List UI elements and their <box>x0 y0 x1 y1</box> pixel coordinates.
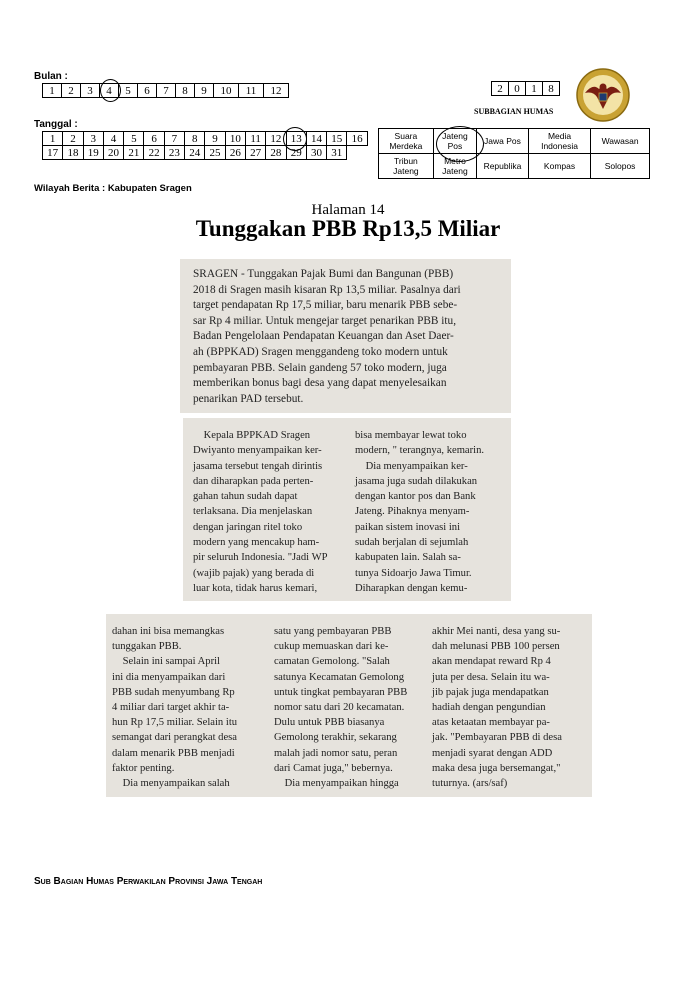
bottom-column-3 <box>432 624 588 791</box>
text-line: hun Rp 17,5 miliar. Selain itu <box>112 717 238 729</box>
media-cell-selected: Jateng Pos <box>433 129 476 154</box>
text-line: hadiah dengan pengundian <box>432 702 546 714</box>
text-line: ini dia menyampaikan dari <box>112 671 226 683</box>
text-line: modern, " terangnya, kemarin. <box>355 445 485 457</box>
media-cell: Solopos <box>591 154 650 179</box>
grid-cell: 14 <box>306 132 326 146</box>
text-line: dan diharapkan pada perten- <box>193 475 314 487</box>
text-line: maka desa juga bersemangat," <box>432 762 561 774</box>
grid-cell: 24 <box>185 146 205 160</box>
page-number: Halaman 14 <box>311 202 385 218</box>
text-line: dahan ini bisa memangkas <box>112 626 225 637</box>
text-line: camatan Gemolong. "Salah <box>274 656 390 668</box>
grid-cell: 0 <box>509 82 526 96</box>
text-line: jak. "Pembayaran PBB di desa <box>432 732 562 744</box>
text-line: tuturnya. (ars/saf) <box>432 778 508 790</box>
text-line: dah melunasi PBB 100 persen <box>432 641 560 653</box>
text-line: Dulu untuk PBB biasanya <box>274 717 385 729</box>
middle-column-1 <box>193 428 348 596</box>
media-cell: Republika <box>477 154 529 179</box>
media-cell: Tribun Jateng <box>379 154 434 179</box>
text-line: faktor penting. <box>112 762 175 774</box>
text-line: tunggakan PBB. <box>112 641 182 653</box>
grid-cell: 19 <box>83 146 103 160</box>
text-line: gahan tahun sudah dapat <box>193 491 298 503</box>
grid-cell: 11 <box>239 84 264 98</box>
bottom-column-1 <box>112 624 266 791</box>
grid-cell: 17 <box>43 146 63 160</box>
text-line: modern yang mencakup ham- <box>193 537 320 549</box>
grid-cell: 6 <box>144 132 164 146</box>
bottom-column-2 <box>274 624 424 791</box>
footer-office: Sub Bagian Humas Perwakilan Provinsi Jawa Tengah <box>34 876 263 887</box>
grid-cell: 25 <box>205 146 225 160</box>
grid-cell: 12 <box>264 84 289 98</box>
clipping-bottom <box>106 614 592 797</box>
tanggal-label: Tanggal : <box>34 119 78 130</box>
grid-cell: 9 <box>205 132 225 146</box>
grid-cell: 2 <box>63 132 83 146</box>
text-line: akan mendapat reward Rp 4 <box>432 656 551 668</box>
grid-cell: 30 <box>306 146 326 160</box>
grid-cell: 29 <box>286 146 306 160</box>
text-line: satunya Kecamatan Gemolong <box>274 671 405 683</box>
text-line: dari Camat juga," bebernya. <box>274 762 393 774</box>
text-line: ah (BPPKAD) Sragen menggandeng toko modern untuk <box>193 345 448 358</box>
text-line: tunya Sidoarjo Jawa Timur. <box>355 567 472 579</box>
media-table <box>378 128 650 179</box>
text-line: semangat dari perangkat desa <box>112 732 238 744</box>
text-line: Gemolong terakhir, sekarang <box>274 732 397 744</box>
grid-cell: 28 <box>266 146 286 160</box>
text-line: satu yang pembayaran PBB <box>274 626 392 637</box>
middle-column-2 <box>355 428 507 596</box>
tanggal-grid <box>42 131 368 160</box>
text-line: sar Rp 4 miliar. Untuk mengejar target penarikan PBB itu, <box>193 314 457 327</box>
text-line: Dia menyampaikan ker- <box>355 460 468 472</box>
grid-cell: 4 <box>100 84 119 98</box>
text-line: pembayaran PBB. Selain gandeng 57 toko modern, juga <box>193 361 447 374</box>
grid-cell: 18 <box>63 146 83 160</box>
grid-cell: 10 <box>214 84 239 98</box>
text-line: memberikan bonus bagi desa yang dapat menyelesaikan <box>193 377 447 390</box>
text-line: Kepala BPPKAD Sragen <box>193 430 311 441</box>
text-line: malah jadi nomor satu, peran <box>274 747 398 759</box>
text-line: paikan sistem inovasi ini <box>355 521 461 533</box>
grid-cell: 3 <box>83 132 103 146</box>
grid-cell: 3 <box>81 84 100 98</box>
text-line: Dia menyampaikan hingga <box>274 778 399 790</box>
article-title: Tunggakan PBB Rp13,5 Miliar <box>195 216 501 241</box>
selected-date-circle <box>283 127 307 151</box>
media-cell: Kompas <box>528 154 590 179</box>
text-line: cukup memuaskan dari ke- <box>274 641 389 653</box>
grid-cell: 1 <box>526 82 543 96</box>
grid-cell: 1 <box>43 84 62 98</box>
text-line: Jateng. Pihaknya menyam- <box>355 506 470 518</box>
grid-cell: 26 <box>225 146 245 160</box>
grid-cell: 2 <box>62 84 81 98</box>
text-line: Diharapkan dengan kemu- <box>355 582 468 594</box>
bulan-label: Bulan : <box>34 71 68 82</box>
text-line: jasama juga sudah dilakukan <box>355 475 478 487</box>
media-cell: Suara Merdeka <box>379 129 434 154</box>
grid-cell: 1 <box>43 132 63 146</box>
text-line: pir seluruh Indonesia. "Jadi WP <box>193 552 328 564</box>
text-line: nomor satu dari 20 kecamatan. <box>274 702 405 714</box>
grid-cell: 16 <box>347 132 367 146</box>
grid-cell: 22 <box>144 146 164 160</box>
year-box <box>491 81 560 96</box>
text-line: penarikan PAD tersebut. <box>193 392 304 405</box>
text-line: Badan Pengelolaan Pendapatan Keuangan dan Aset Daer- <box>193 330 454 343</box>
subbagian-humas: SUBBAGIAN HUMAS <box>474 107 554 116</box>
text-line: luar kota, tidak harus kemari, <box>193 582 318 594</box>
text-line: SRAGEN - Tunggakan Pajak Bumi dan Bangunan (PBB) <box>193 268 454 280</box>
selected-media-circle <box>436 126 484 162</box>
grid-cell: 8 <box>176 84 195 98</box>
text-line: dengan kantor pos dan Bank <box>355 491 476 503</box>
grid-cell: 21 <box>124 146 144 160</box>
grid-cell: 5 <box>124 132 144 146</box>
grid-cell: 10 <box>225 132 245 146</box>
text-line: dalam menarik PBB menjadi <box>112 747 235 759</box>
text-line: 4 miliar dari target akhir ta- <box>112 702 230 714</box>
clipping-middle <box>183 418 511 601</box>
grid-cell: 15 <box>327 132 347 146</box>
selected-month-circle <box>100 79 121 102</box>
grid-cell: 5 <box>119 84 138 98</box>
grid-cell: 11 <box>245 132 265 146</box>
text-line: juta per desa. Selain itu wa- <box>432 671 550 683</box>
text-line: terlaksana. Dia menjelaskan <box>193 506 313 518</box>
text-line: untuk tingkat pembayaran PBB <box>274 686 408 698</box>
text-line: menjadi syarat dengan ADD <box>432 747 553 759</box>
grid-cell: 8 <box>185 132 205 146</box>
text-line: kabupaten lain. Salah sa- <box>355 552 461 564</box>
clipping-lead <box>180 259 511 413</box>
grid-cell: 13 <box>286 132 306 146</box>
text-line: Dia menyampaikan salah <box>112 778 230 790</box>
lead-paragraph <box>193 267 505 407</box>
text-line: 2018 di Sragen masih kisaran Rp 13,5 miliar. Pasalnya dari <box>193 283 461 296</box>
text-line: jib pajak juga mendapatkan <box>432 686 549 698</box>
garuda-emblem-icon <box>575 67 631 123</box>
grid-cell: 7 <box>164 132 184 146</box>
media-cell: Wawasan <box>591 129 650 154</box>
text-line: PBB sudah menyumbang Rp <box>112 686 235 698</box>
text-line: (wajib pajak) yang berada di <box>193 567 315 579</box>
grid-cell: 20 <box>103 146 123 160</box>
text-line: dengan jaringan ritel toko <box>193 521 303 533</box>
grid-cell: 23 <box>164 146 184 160</box>
text-line: Selain ini sampai April <box>112 656 220 668</box>
grid-cell: 27 <box>245 146 265 160</box>
text-line: jasama tersebut tengah dirintis <box>193 460 323 472</box>
text-line: atas ketaatan membayar pa- <box>432 717 550 729</box>
media-cell: Jawa Pos <box>477 129 529 154</box>
bulan-grid <box>42 83 289 98</box>
grid-cell: 2 <box>492 82 509 96</box>
grid-cell: 6 <box>138 84 157 98</box>
media-cell: Media Indonesia <box>528 129 590 154</box>
grid-cell: 9 <box>195 84 214 98</box>
wilayah-berita: Wilayah Berita : Kabupaten Sragen <box>34 183 192 194</box>
media-cell: Metro Jateng <box>433 154 476 179</box>
grid-cell: 7 <box>157 84 176 98</box>
grid-cell: 8 <box>543 82 560 96</box>
text-line: akhir Mei nanti, desa yang su- <box>432 626 561 637</box>
text-line: Dwiyanto menyampaikan ker- <box>193 445 322 457</box>
grid-cell: 4 <box>103 132 123 146</box>
text-line: target pendapatan Rp 17,5 miliar, baru menarik PBB sebe- <box>193 299 458 312</box>
text-line: bisa membayar lewat toko <box>355 430 467 441</box>
grid-cell: 12 <box>266 132 286 146</box>
grid-cell: 31 <box>327 146 347 160</box>
text-line: sudah berjalan di sejumlah <box>355 537 469 549</box>
